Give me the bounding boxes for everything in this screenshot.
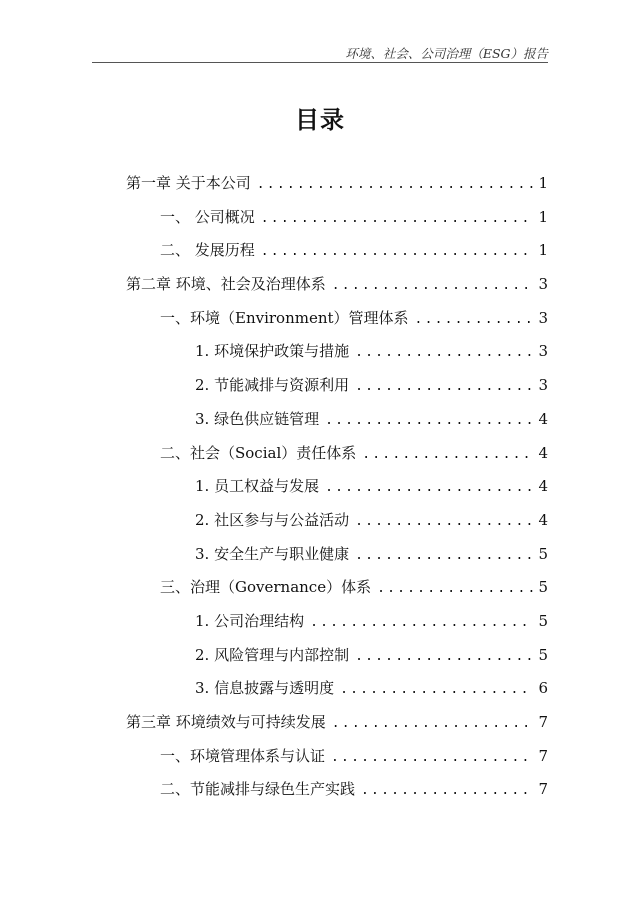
toc-dot-leader	[415, 303, 533, 337]
toc-entry-label: 第二章 环境、社会及治理体系	[126, 275, 326, 294]
toc-dot-leader	[355, 539, 533, 573]
running-header: 环境、社会、公司治理（ESG）报告	[345, 46, 548, 61]
toc-entry[interactable]	[126, 437, 548, 471]
toc-page-number: 3	[538, 342, 548, 361]
toc-entry-label: 1. 公司治理结构	[195, 611, 305, 630]
toc-entry-label: 3. 安全生产与职业健康	[195, 544, 350, 563]
toc-title: 目录	[295, 106, 345, 134]
toc-entry[interactable]	[126, 740, 548, 774]
toc-entry[interactable]	[126, 672, 548, 706]
toc-dot-leader	[261, 235, 533, 269]
toc-entry-label: 二、 发展历程	[160, 241, 255, 260]
toc-entry-label: 一、 公司概况	[160, 207, 255, 226]
toc-entry-label: 第一章 关于本公司	[126, 174, 251, 192]
toc-page-number: 5	[538, 645, 548, 664]
toc-dot-leader	[325, 471, 533, 505]
toc-entry-label: 3. 信息披露与透明度	[195, 679, 335, 698]
toc-dot-leader	[362, 438, 533, 472]
toc-entry-label: 1. 环境保护政策与措施	[195, 342, 350, 361]
toc-entry[interactable]	[126, 268, 548, 302]
toc-entry[interactable]	[126, 302, 548, 336]
toc-page-number: 3	[538, 275, 548, 294]
table-of-contents	[126, 167, 548, 807]
toc-entry-label: 一、环境（Environment）管理体系	[160, 308, 409, 327]
toc-entry-label: 三、治理（Governance）体系	[160, 578, 372, 597]
toc-dot-leader	[261, 202, 533, 236]
toc-entry[interactable]	[126, 234, 548, 268]
toc-page-number: 4	[538, 510, 548, 529]
toc-entry-label: 二、社会（Social）责任体系	[160, 443, 357, 462]
toc-page-number: 5	[538, 611, 548, 630]
toc-entry[interactable]	[126, 369, 548, 403]
toc-entry-label: 2. 社区参与与公益活动	[195, 510, 350, 529]
toc-page-number: 7	[538, 746, 548, 765]
toc-entry[interactable]	[126, 403, 548, 437]
toc-dot-leader	[355, 370, 533, 404]
toc-dot-leader	[377, 572, 533, 606]
toc-dot-leader	[355, 336, 533, 370]
toc-page-number: 4	[538, 477, 548, 496]
toc-dot-leader	[332, 269, 533, 303]
toc-entry[interactable]	[126, 470, 548, 504]
toc-dot-leader	[325, 404, 533, 438]
toc-entry[interactable]	[126, 773, 548, 807]
toc-page-number: 4	[538, 409, 548, 428]
toc-page-number: 3	[538, 308, 548, 327]
toc-entry-label: 2. 节能减排与资源利用	[195, 376, 350, 395]
toc-entry-label: 2. 风险管理与内部控制	[195, 645, 350, 664]
toc-page-number: 7	[538, 780, 548, 799]
header-divider	[92, 62, 548, 63]
toc-dot-leader	[340, 673, 533, 707]
toc-entry-label: 3. 绿色供应链管理	[195, 409, 320, 428]
toc-entry[interactable]	[126, 571, 548, 605]
toc-entry[interactable]	[126, 639, 548, 673]
toc-page-number: 1	[538, 207, 548, 226]
toc-entry-label: 1. 员工权益与发展	[195, 477, 320, 496]
toc-page-number: 5	[538, 578, 548, 597]
toc-entry[interactable]	[126, 538, 548, 572]
toc-dot-leader	[331, 741, 533, 775]
toc-page-number: 6	[538, 679, 548, 698]
toc-dot-leader	[355, 505, 533, 539]
toc-page-number: 5	[538, 544, 548, 563]
toc-dot-leader	[355, 640, 533, 674]
toc-dot-leader	[310, 606, 533, 640]
toc-page-number: 3	[538, 376, 548, 395]
toc-entry[interactable]	[126, 504, 548, 538]
toc-entry-label: 二、节能减排与绿色生产实践	[160, 780, 356, 799]
toc-page-number: 1	[538, 241, 548, 260]
toc-entry[interactable]	[126, 605, 548, 639]
toc-dot-leader	[257, 168, 533, 202]
toc-dot-leader	[361, 774, 533, 808]
toc-entry-label: 一、环境管理体系与认证	[160, 746, 326, 765]
toc-page-number: 1	[538, 174, 548, 192]
toc-entry[interactable]	[126, 335, 548, 369]
toc-dot-leader	[332, 707, 533, 741]
toc-page-number: 4	[538, 443, 548, 462]
toc-entry[interactable]	[126, 706, 548, 740]
toc-entry-label: 第三章 环境绩效与可持续发展	[126, 713, 326, 731]
toc-entry[interactable]	[126, 201, 548, 235]
toc-page-number: 7	[538, 713, 548, 731]
toc-entry[interactable]	[126, 167, 548, 201]
